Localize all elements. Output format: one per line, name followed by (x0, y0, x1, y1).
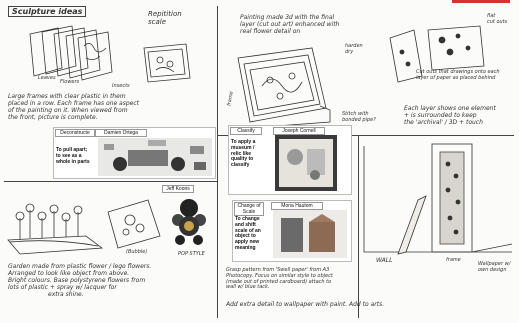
deconstruct-card (53, 127, 216, 179)
koons-sculpture-image (166, 194, 212, 252)
body-line: Large frames with clear plastic in them (8, 93, 126, 100)
label-line: flat (487, 13, 496, 19)
card-category: Change of Scale (234, 202, 264, 216)
caption-line: object to (235, 233, 256, 240)
caption-line: apply new (235, 239, 260, 245)
caption-line: relic like (231, 150, 252, 157)
caption-line: and shift (235, 221, 256, 228)
label-line: harden (345, 43, 363, 49)
frame-label-flowers: Flowers (60, 79, 80, 85)
right-bottom-footer: Add extra detail to wallpaper with paint. Add to arts. (226, 301, 385, 308)
label-bugs: Cut outs that drawings onto each layer of paper as placed behind (416, 69, 500, 81)
label-stitch (342, 112, 376, 124)
body-line: of the painting on it. When viewed from (8, 106, 128, 114)
body-line: Arranged to look like object from above. (8, 269, 130, 277)
card-artist: Joseph Cornell (273, 127, 325, 135)
body-line: layer (cut out art) enhanced with (240, 20, 340, 28)
label-line: own design (478, 266, 507, 273)
right-box-top (358, 135, 514, 136)
caption-line: whole in parts (56, 158, 90, 165)
body-line: lots of plastic + spray w/ lacquer for (8, 283, 117, 291)
layered-frame-sketch (234, 46, 344, 128)
square-flower-sketch (104, 198, 164, 250)
caption-line: To change (235, 216, 260, 222)
card-category: Deconstructe (55, 129, 95, 137)
caption-line: quality to (231, 156, 254, 163)
flower-garden-sketch (6, 196, 106, 256)
caption-line: scale of an (235, 227, 261, 234)
frame-label-insects: Insects (112, 83, 130, 89)
body-line: Painting made 3d with the final (240, 14, 335, 21)
card-artist: Damien Ortega (95, 129, 147, 137)
hatoum-object-image (273, 210, 347, 258)
label-frame: frame (226, 90, 235, 107)
label-line: Wallpaper w/ (478, 261, 511, 267)
label-line: bonded pipe? (342, 116, 376, 123)
finished-frame-sketch (142, 42, 192, 84)
sketch-label-pop: POP STYLE (178, 251, 205, 257)
body-line: (made out of printed cardboard) attach to (226, 278, 332, 285)
right-box-divider (358, 135, 359, 318)
room-wallpaper-sketch (362, 140, 514, 260)
body-line: Photocopy. Focus on similar style to object (226, 272, 333, 279)
body-line: Grasp pattern from 'Swell paper' from A3 (226, 267, 330, 273)
body-line: Bright colours. Base polystyrene flowers from (8, 276, 146, 284)
label-each-layer (404, 106, 496, 127)
label-frame-bottom: frame (446, 257, 461, 263)
label-line: Each layer shows one element (404, 105, 496, 112)
exploded-car-image (98, 138, 212, 176)
label-line: Stitch with (342, 111, 369, 117)
card-caption (56, 148, 90, 165)
card-category: Classify (230, 127, 262, 135)
left-bottom-body (8, 264, 151, 298)
sketch-label-bubble: (Bubble) (126, 249, 148, 255)
label-wallpaper-side (478, 262, 510, 274)
label-line: cut outs (487, 18, 508, 25)
koons-label: Jeff Koons (162, 185, 194, 193)
right-bottom-body (226, 268, 333, 291)
change-of-scale-card (232, 200, 352, 262)
body-line: extra shine. (48, 290, 84, 298)
classify-card (228, 125, 352, 195)
repetition-heading: Repitition scale (148, 10, 182, 27)
horizontal-divider-left (4, 181, 217, 182)
caption-line: meaning (235, 244, 256, 251)
left-top-body (8, 94, 139, 122)
body-line: placed in a row. Each frame has one aspect (8, 99, 140, 107)
frame-label-leaves: Leaves (38, 75, 56, 81)
label-harden (345, 44, 363, 56)
body-line: Garden made from plastic flower / lego flowers. (8, 263, 152, 270)
body-line: the front, picture is complete. (8, 113, 98, 121)
label-flat-cutouts (487, 14, 507, 26)
card-caption (235, 217, 261, 252)
caption-line: to see as a (56, 152, 82, 159)
page-title: Sculpture ideas (8, 6, 86, 17)
caption-line: museum / (231, 144, 255, 151)
caption-line: To pull apart; (56, 147, 88, 153)
caption-line: To apply a (231, 139, 256, 145)
label-line: dry (345, 48, 354, 55)
body-line: real flower detail on (240, 27, 301, 35)
accent-bar (452, 0, 510, 3)
label-wall: WALL (376, 257, 393, 264)
caption-line: classify (231, 162, 250, 168)
card-caption (231, 140, 255, 169)
label-line: + is surrounded to keep (404, 111, 477, 119)
body-line: wall w/ blue tack. (226, 284, 270, 291)
right-top-body (240, 15, 339, 36)
card-artist: Mona Hautom (271, 202, 323, 210)
label-line: the 'archival' / 3D + touch (404, 118, 483, 126)
vertical-divider (217, 6, 218, 318)
cornell-box-image (275, 135, 337, 191)
